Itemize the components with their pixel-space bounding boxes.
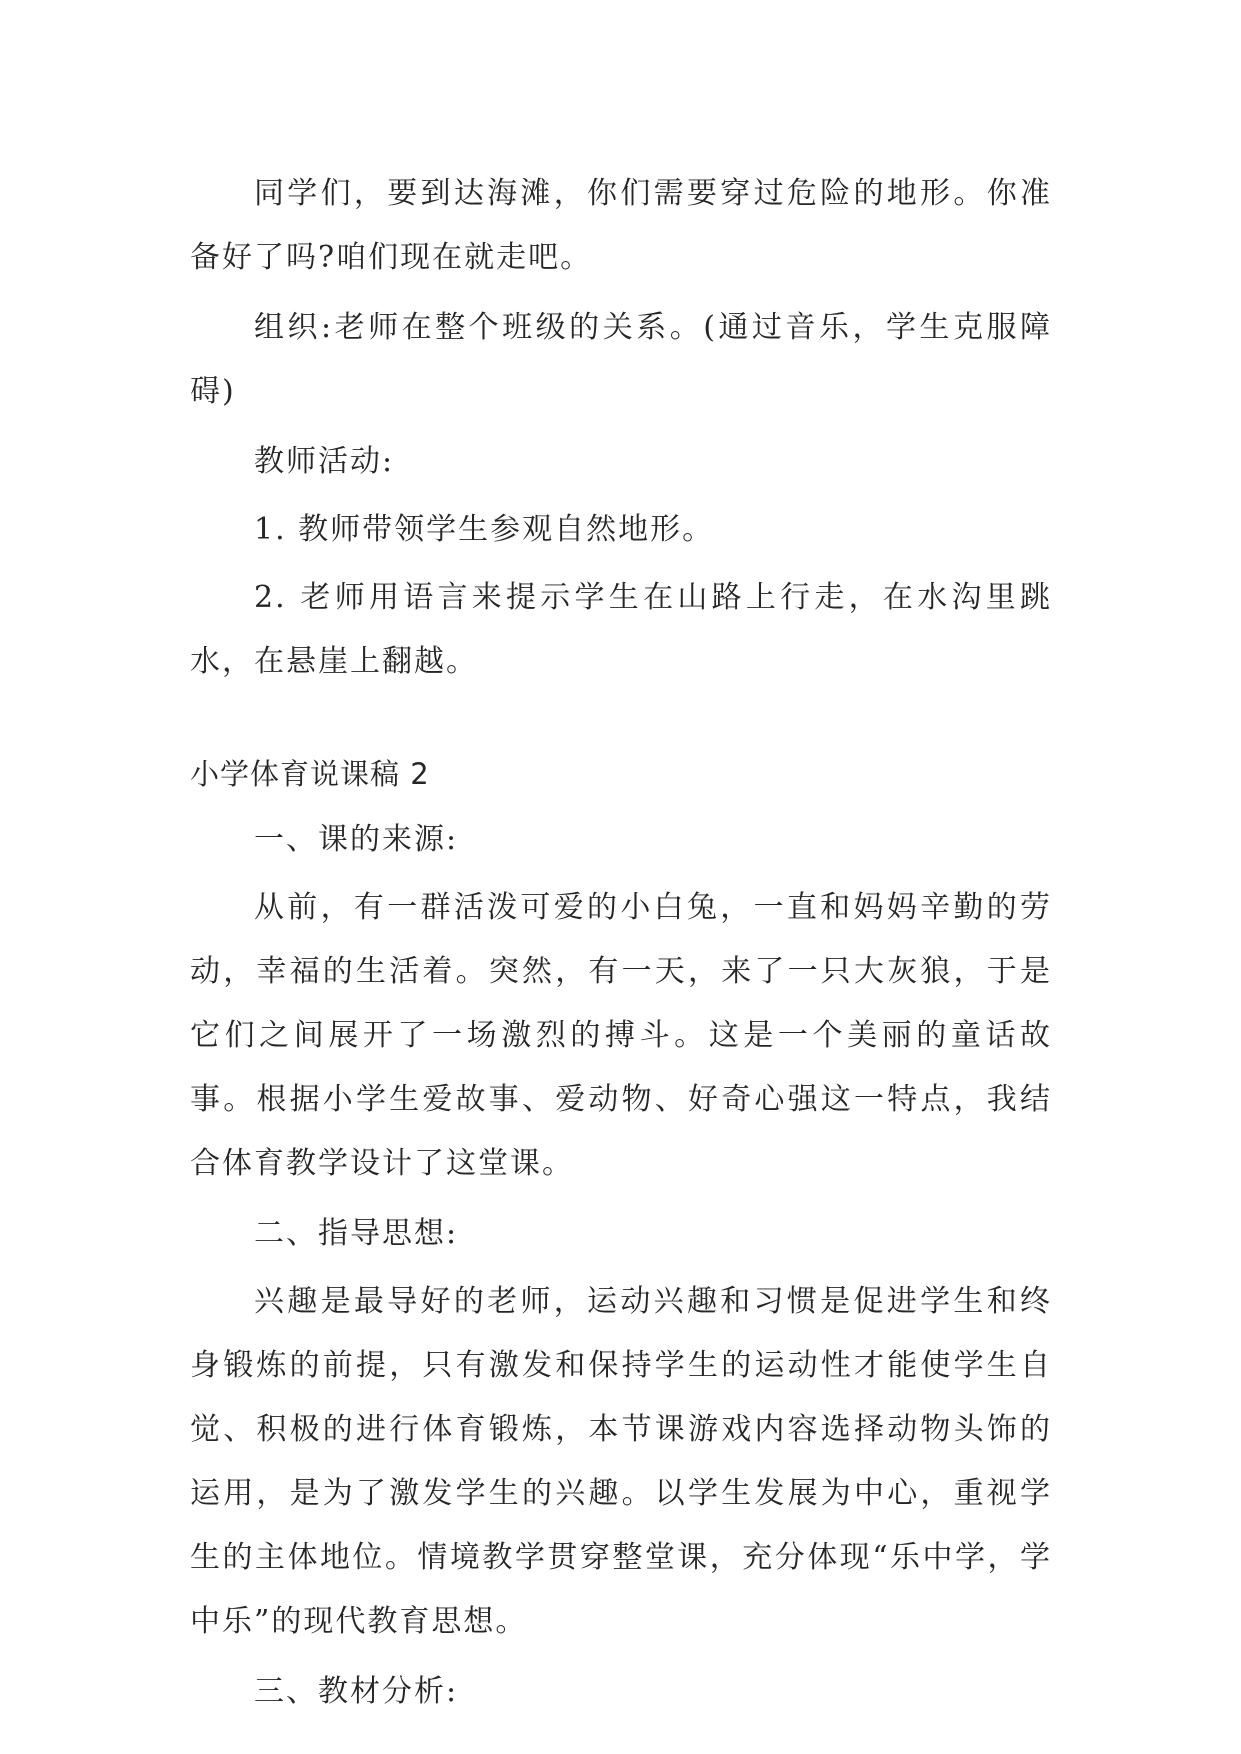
heading-guiding-ideology: 二、指导思想: (254, 1216, 459, 1251)
heading-material-analysis: 三、教材分析: (254, 1674, 459, 1709)
list-item-1: 1. 教师带领学生参观自然地形。 (254, 512, 715, 547)
section-title: 小学体育说课稿 2 (190, 757, 430, 791)
document-body (190, 162, 1052, 1730)
list-item-2: 2. 老师用语言来提示学生在山路上行走，在水沟里跳水，在悬崖上翻越。 (190, 580, 1052, 679)
paragraph-intro: 同学们，要到达海滩，你们需要穿过危险的地形。你准备好了吗?咱们现在就走吧。 (190, 176, 1052, 275)
paragraph-story: 从前，有一群活泼可爱的小白兔，一直和妈妈辛勤的劳动，幸福的生活着。突然，有一天，来了一只大灰狼，于是它们之间展开了一场激烈的搏斗。这是一个美丽的童话故事。根据小学生爱故事、爱动物、好奇心强这一特点，我结合体育教学设计了这堂课。 (190, 890, 1052, 1181)
paragraph-ideology: 兴趣是最导好的老师，运动兴趣和习惯是促进学生和终身锻炼的前提，只有激发和保持学生的运动性才能使学生自觉、积极的进行体育锻炼，本节课游戏内容选择动物头饰的运用，是为了激发学生的兴趣。以学生发展为中心，重视学生的主体地位。情境教学贯穿整堂课，充分体现“乐中学，学中乐”的现代教育思想。 (190, 1284, 1052, 1639)
paragraph-teacher-activity-label: 教师活动: (254, 444, 395, 479)
paragraph-organization: 组织:老师在整个班级的关系。(通过音乐，学生克服障碍) (190, 310, 1052, 409)
heading-course-source: 一、课的来源: (254, 822, 459, 857)
